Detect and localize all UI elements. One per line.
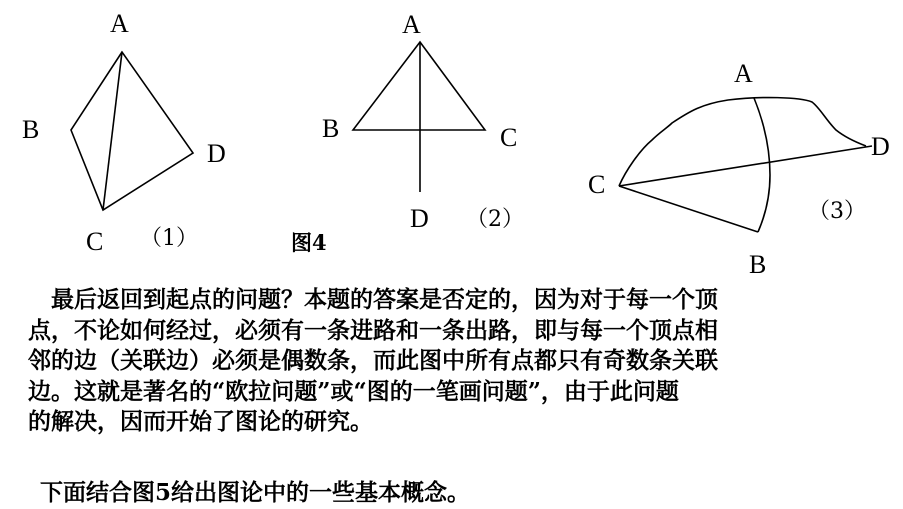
figure-3-label-b: B [749,250,767,279]
paragraph-line: 的解决，因而开始了图论的研究。 [28,408,373,435]
figure-3-line-cb [619,186,758,232]
figure-1-caption: （1） [140,226,198,251]
figure-1-label-d: D [207,139,226,168]
figure-3-label-c: C [588,170,606,199]
figure-2-label-d: D [410,204,429,233]
figure-3-label-a: A [734,59,753,88]
figure-1 [22,9,226,256]
paragraph-intro: 下面结合图5给出图论中的一些基本概念。 [40,479,471,506]
figure-title: 图4 [291,230,327,255]
figure-2-label-b: B [322,114,340,143]
figure-3-line-cd [619,146,872,186]
figure-3-label-d: D [871,132,890,161]
figure-1-label-c: C [86,227,104,256]
paragraph-line: 邻的边（关联边）必须是偶数条，而此图中所有点都只有奇数条关联 [28,347,718,374]
figure-2 [322,10,524,233]
figure-3-caption: （3） [808,199,866,224]
figure-2-caption: （2） [466,207,524,232]
figure-3-upper-boundary [619,98,866,186]
paragraph-line: 最后返回到起点的问题？本题的答案是否定的，因为对于每一个顶 [51,286,718,313]
figure-2-label-c: C [500,123,518,152]
paragraph-euler [28,285,878,438]
paragraph-line: 边。这就是著名的“欧拉问题”或“图的一笔画问题”，由于此问题 [28,377,679,405]
figure-1-label-b: B [22,115,40,144]
figure-2-triangle [353,42,485,130]
figure-1-outline [71,52,193,210]
paragraph-line: 点，不论如何经过，必须有一条进路和一条出路，即与每一个顶点相 [28,316,718,344]
figure-3 [588,59,890,279]
figure-2-label-a: A [402,10,421,39]
figure-1-label-a: A [110,9,129,38]
